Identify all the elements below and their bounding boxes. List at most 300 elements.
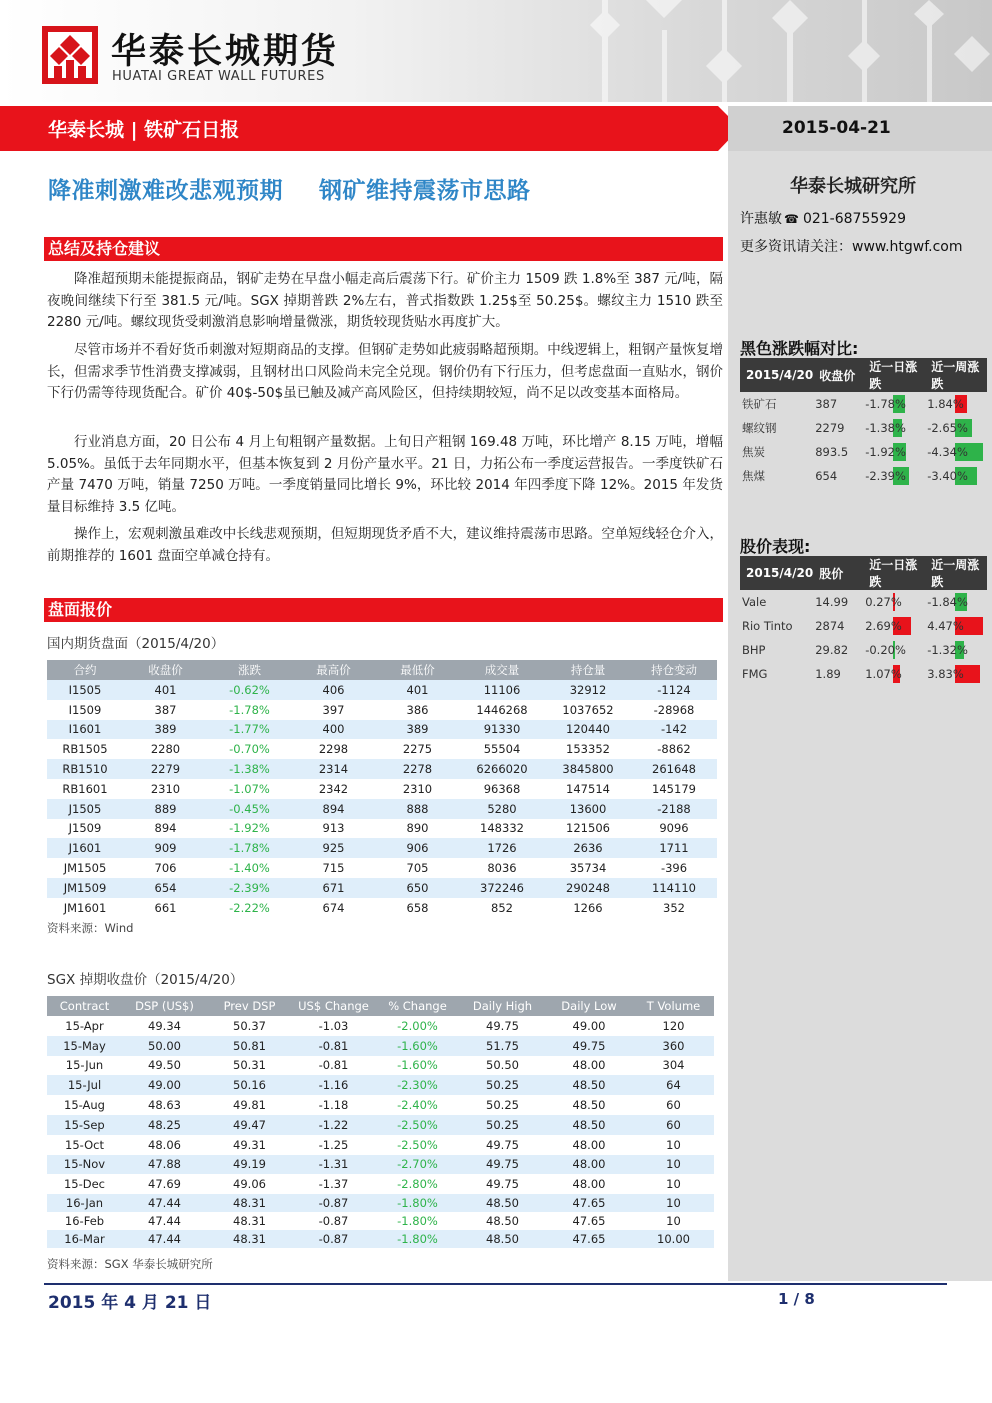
table-cell: 852	[491, 900, 513, 915]
headline-left: 降准刺激难改悲观预期	[48, 178, 283, 204]
table-row	[47, 1230, 714, 1248]
table-cell: 1711	[631, 838, 717, 858]
table-cell: -0.81	[318, 1058, 349, 1073]
week-change-value: -2.65%	[927, 421, 968, 435]
sgx-source: 资料来源：SGX 华泰长城研究所	[47, 1257, 213, 1271]
week-change-value: 1.84%	[927, 397, 964, 411]
table-row	[740, 416, 987, 440]
table-cell: 49.34	[148, 1018, 181, 1033]
stock-header-day: 近一日涨跌	[863, 556, 925, 590]
table-cell: 10	[633, 1155, 714, 1175]
table-cell: 894	[154, 821, 177, 836]
table-row	[47, 1115, 714, 1135]
table-row	[47, 779, 717, 799]
row-name: 焦煤	[742, 469, 765, 483]
table-cell: 55504	[483, 742, 521, 757]
table-cell: J1505	[47, 799, 123, 819]
table-cell: 10	[666, 1177, 681, 1192]
table-cell: RB1601	[62, 781, 108, 796]
black-header-week: 近一周涨跌	[925, 358, 987, 392]
day-change	[863, 638, 925, 662]
week-change	[925, 614, 987, 638]
table-cell: -1.16	[292, 1075, 375, 1095]
row-name: 螺纹钢	[742, 421, 777, 435]
table-cell: 401	[123, 680, 208, 700]
week-change-value: -3.40%	[927, 469, 968, 483]
row-name: BHP	[742, 643, 766, 657]
table-row	[740, 662, 987, 686]
table-cell: 913	[322, 821, 345, 836]
table-row	[740, 590, 987, 614]
table-row	[47, 1155, 714, 1175]
table-row	[740, 392, 987, 416]
table-cell: 15-Apr	[65, 1018, 104, 1033]
table-cell: 47.44	[122, 1194, 207, 1212]
institute-name: 华泰长城研究所	[790, 176, 916, 197]
table-cell: -1.60%	[375, 1036, 460, 1056]
table-row	[47, 1174, 714, 1194]
table-cell: 658	[406, 900, 429, 915]
day-change	[863, 392, 925, 416]
table-cell: 64	[633, 1075, 714, 1095]
table-cell: 50.16	[207, 1075, 292, 1095]
row-price: 2874	[815, 619, 845, 633]
table-cell: -396	[660, 861, 688, 876]
table-cell: 1037652	[562, 702, 614, 717]
row-name: Vale	[742, 595, 767, 609]
week-change-value: 3.83%	[927, 667, 964, 681]
table-row	[47, 1036, 714, 1056]
sidebar-panel	[728, 151, 992, 1281]
phone-icon: ☎	[784, 212, 799, 226]
sgx-header-usd-change: US$ Change	[292, 996, 375, 1016]
table-cell: 47.88	[122, 1155, 207, 1175]
table-cell: 11106	[459, 680, 545, 700]
table-cell: -0.87	[318, 1214, 349, 1229]
brand-name-cn: 华泰长城期货	[111, 32, 340, 72]
table-cell: 2310	[150, 781, 181, 796]
week-change	[925, 662, 987, 686]
table-cell: 6266020	[459, 759, 545, 779]
table-row	[47, 1095, 714, 1115]
table-cell: I1601	[47, 720, 123, 740]
table-cell: 2279	[123, 759, 208, 779]
table-cell: 50.81	[207, 1036, 292, 1056]
table-cell: -1.78%	[208, 838, 291, 858]
table-cell: 50.31	[233, 1058, 266, 1073]
more-info-label: 更多资讯请关注：	[740, 239, 852, 255]
table-cell: 15-Sep	[47, 1115, 122, 1135]
table-cell: 15-Aug	[64, 1098, 105, 1113]
table-cell: 15-Jun	[65, 1058, 104, 1073]
black-header-day: 近一日涨跌	[863, 358, 925, 392]
week-change	[925, 440, 987, 464]
table-cell: -1.80%	[397, 1214, 438, 1229]
table-cell: 5280	[459, 799, 545, 819]
day-change-value: 0.27%	[865, 595, 902, 609]
table-row	[47, 1194, 714, 1212]
table-cell: 706	[154, 861, 177, 876]
stock-header-price: 股价	[813, 556, 863, 590]
table-cell: -0.70%	[229, 742, 270, 757]
table-cell: 47.44	[122, 1230, 207, 1248]
table-cell: 48.50	[545, 1115, 633, 1135]
stock-table	[740, 556, 987, 686]
day-change-value: -2.39%	[865, 469, 906, 483]
table-row	[47, 799, 717, 819]
table-cell: 121506	[566, 821, 610, 836]
headline-right: 钢矿维持震荡市思路	[319, 178, 531, 204]
report-headline	[48, 172, 531, 205]
table-cell: 389	[376, 720, 459, 740]
table-cell: -1.80%	[375, 1230, 460, 1248]
summary-paragraph-3: 行业消息方面，20 日公布 4 月上旬粗钢产量数据。上旬日产粗钢 169.48 万吨，环比增产 8.15 万吨，增幅 5.05%。虽低于去年同期水平，但基本恢复到 2 月份产量水平。21 日，力拓公布一季度运营报告。一季度铁矿石产量 7470 万吨，销量 7250 万吨。一季度销量同比增长 9%，环比较 2014 年四季度下降 12%。2015 年发货量目标维持 3.5 亿吨。	[47, 434, 724, 515]
table-cell: -0.45%	[208, 799, 291, 819]
table-cell: 2298	[318, 742, 349, 757]
table-cell: -2188	[631, 799, 717, 819]
table-cell: 48.50	[572, 1098, 606, 1113]
table-cell: 352	[663, 900, 685, 915]
table-cell: -2.30%	[375, 1075, 460, 1095]
row-price: 14.99	[815, 595, 849, 609]
table-cell: -1.37	[318, 1177, 349, 1192]
table-cell: 16-Feb	[64, 1214, 105, 1229]
table-cell: 49.47	[207, 1115, 292, 1135]
sgx-header-contract: Contract	[47, 996, 122, 1016]
table-cell: 35734	[569, 861, 607, 876]
table-cell: 96368	[483, 781, 521, 796]
day-change	[863, 590, 925, 614]
table-cell: 48.63	[148, 1098, 181, 1113]
table-cell: RB1510	[47, 759, 123, 779]
week-change	[925, 638, 987, 662]
table-cell: 705	[406, 861, 429, 876]
page-header	[0, 0, 992, 102]
table-cell: 48.06	[148, 1137, 181, 1152]
table-cell: 49.31	[233, 1137, 266, 1152]
report-date: 2015-04-21	[728, 106, 992, 151]
table-row	[47, 819, 717, 839]
table-cell: 261648	[631, 759, 717, 779]
day-change	[863, 464, 925, 488]
table-cell: 91330	[459, 720, 545, 740]
table-cell: 290248	[545, 878, 631, 898]
table-cell: 49.75	[460, 1155, 545, 1175]
table-cell: 47.44	[148, 1214, 181, 1229]
table-cell: -1.40%	[229, 861, 270, 876]
table-row	[47, 898, 717, 918]
table-cell: -28968	[653, 702, 695, 717]
table-cell: 48.50	[486, 1214, 519, 1229]
table-cell: 50.25	[460, 1075, 545, 1095]
table-cell: 15-Jul	[47, 1075, 122, 1095]
table-row	[740, 614, 987, 638]
table-cell: 13600	[545, 799, 631, 819]
table-cell: 15-Oct	[65, 1137, 104, 1152]
table-cell: 2280	[150, 742, 181, 757]
row-name: 铁矿石	[742, 397, 777, 411]
quote-heading: 盘面报价	[44, 598, 723, 622]
table-cell: 49.06	[233, 1177, 266, 1192]
table-cell: 2342	[318, 781, 349, 796]
row-name: Rio Tinto	[742, 619, 793, 633]
table-row	[47, 680, 717, 700]
day-change	[863, 614, 925, 638]
more-info	[740, 236, 962, 256]
black-compare-table	[740, 358, 987, 488]
summary-paragraph-4: 操作上，宏观刺激虽难改中长线悲观预期，但短期现货矛盾不大，建议维持震荡市思路。空单短线轻仓介入，前期推荐的 1601 盘面空单减仓持有。	[47, 526, 723, 564]
table-cell: 671	[291, 878, 376, 898]
table-cell: 51.75	[460, 1036, 545, 1056]
table-cell: 50.37	[233, 1018, 266, 1033]
table-cell: -2.39%	[208, 878, 291, 898]
table-cell: 50.25	[460, 1115, 545, 1135]
table-cell: 15-Nov	[47, 1155, 122, 1175]
table-row	[47, 878, 717, 898]
table-cell: JM1509	[47, 878, 123, 898]
domestic-header-oi: 持仓量	[545, 660, 631, 680]
day-change-value: -1.92%	[865, 445, 906, 459]
table-cell: 909	[123, 838, 208, 858]
domestic-header-high: 最高价	[291, 660, 376, 680]
table-cell: RB1505	[62, 742, 108, 757]
table-cell: 145179	[652, 781, 696, 796]
domestic-header-volume: 成交量	[459, 660, 545, 680]
table-cell: -0.87	[292, 1230, 375, 1248]
table-cell: -2.70%	[375, 1155, 460, 1175]
summary-heading: 总结及持仓建议	[44, 237, 723, 261]
table-cell: 406	[291, 680, 376, 700]
table-cell: 49.75	[545, 1036, 633, 1056]
table-row	[47, 838, 717, 858]
domestic-header-oi-change: 持仓变动	[631, 660, 717, 680]
table-row	[740, 440, 987, 464]
brand-name-en: HUATAI GREAT WALL FUTURES	[112, 69, 325, 84]
day-change-value: 2.69%	[865, 619, 902, 633]
table-cell: 48.31	[233, 1214, 266, 1229]
row-price: 1.89	[815, 667, 841, 681]
week-change	[925, 590, 987, 614]
table-row	[47, 1075, 714, 1095]
table-cell: -1124	[631, 680, 717, 700]
table-cell: 2310	[402, 781, 433, 796]
table-cell: 387	[154, 702, 177, 717]
table-cell: 153352	[566, 742, 610, 757]
summary-paragraph-1: 降准超预期未能提振商品，钢矿走势在早盘小幅走高后震荡下行。矿价主力 1509 跌 1.8%至 387 元/吨，隔夜晚间继续下行至 381.5 元/吨。SGX 掉期普跌 2%左右，普式指数跌 1.25$至 50.25$。螺纹主力 1510 跌至 2280 元/吨。螺纹现货受刺激消息影响增量微涨，期货较现货贴水再度扩大。	[47, 271, 723, 330]
table-cell: 400	[291, 720, 376, 740]
summary-paragraph-2: 尽管市场并不看好货币刺激对短期商品的支撑。但钢矿走势如此疲弱略超预期。中线逻辑上，粗钢产量恢复增长，但需求季节性消费支撑减弱，且钢材出口风险尚未完全兑现。钢价仍有下行压力，但考虑盘面一直贴水，钢价下行仍需等待现货配合。矿价 40$-50$虽已触及减产高风险区，但持续期较短，尚不足以改变基本面格局。	[47, 342, 723, 401]
table-cell: 360	[633, 1036, 714, 1056]
table-cell: 48.31	[207, 1194, 292, 1212]
table-cell: JM1505	[63, 861, 107, 876]
table-cell: 888	[376, 799, 459, 819]
table-row	[47, 739, 717, 759]
sgx-header-pct-change: % Change	[375, 996, 460, 1016]
sgx-header-high: Daily High	[460, 996, 545, 1016]
table-cell: 48.50	[545, 1075, 633, 1095]
table-row	[47, 1212, 714, 1230]
table-cell: -1.07%	[229, 781, 270, 796]
page-number: 1 / 8	[778, 1290, 815, 1308]
week-change	[925, 416, 987, 440]
row-price: 893.5	[815, 445, 849, 459]
sgx-header-prev-dsp: Prev DSP	[207, 996, 292, 1016]
table-cell: 49.50	[148, 1058, 181, 1073]
table-cell: 32912	[545, 680, 631, 700]
table-cell: 10.00	[633, 1230, 714, 1248]
table-cell: -2.80%	[397, 1177, 438, 1192]
table-cell: 401	[376, 680, 459, 700]
table-cell: 47.65	[572, 1214, 606, 1229]
table-cell: -1.92%	[229, 821, 270, 836]
table-cell: 925	[291, 838, 376, 858]
table-row	[740, 464, 987, 488]
week-change-value: 4.47%	[927, 619, 964, 633]
table-cell: 48.00	[572, 1177, 606, 1192]
table-row	[47, 759, 717, 779]
table-cell: 60	[633, 1115, 714, 1135]
table-cell: 47.65	[545, 1230, 633, 1248]
table-row	[47, 720, 717, 740]
table-cell: -1.18	[318, 1098, 349, 1113]
table-cell: 16-Mar	[47, 1230, 122, 1248]
table-cell: 2636	[545, 838, 631, 858]
table-row	[740, 638, 987, 662]
table-cell: 147514	[566, 781, 610, 796]
row-price: 29.82	[815, 643, 849, 657]
table-cell: 889	[123, 799, 208, 819]
table-cell: 1726	[459, 838, 545, 858]
black-header-date: 2015/4/20	[740, 358, 813, 392]
week-change-value: -1.32%	[927, 643, 968, 657]
week-change	[925, 392, 987, 416]
week-change	[925, 464, 987, 488]
table-cell: 661	[154, 900, 177, 915]
table-cell: -142	[631, 720, 717, 740]
sgx-header-volume: T Volume	[633, 996, 714, 1016]
table-cell: 16-Jan	[47, 1194, 122, 1212]
table-cell: -2.00%	[397, 1018, 438, 1033]
table-cell: 50.00	[122, 1036, 207, 1056]
row-price: 654	[815, 469, 838, 483]
table-cell: -1.22	[292, 1115, 375, 1135]
table-cell: -1.38%	[208, 759, 291, 779]
stock-header-week: 近一周涨跌	[925, 556, 987, 590]
black-compare-heading: 黑色涨跌幅对比:	[740, 339, 859, 358]
table-cell: 10	[666, 1214, 681, 1229]
table-cell: 60	[666, 1098, 681, 1113]
table-cell: -2.40%	[397, 1098, 438, 1113]
table-row	[47, 1056, 714, 1076]
table-cell: 15-Dec	[63, 1177, 106, 1192]
row-price: 387	[815, 397, 838, 411]
sgx-caption: SGX 掉期收盘价（2015/4/20）	[47, 972, 244, 988]
table-cell: 48.00	[572, 1058, 606, 1073]
domestic-source: 资料来源：Wind	[47, 921, 134, 935]
table-cell: 49.81	[233, 1098, 266, 1113]
table-cell: 890	[406, 821, 429, 836]
table-cell: -1.03	[318, 1018, 349, 1033]
table-cell: J1509	[68, 821, 102, 836]
table-cell: 49.75	[486, 1018, 519, 1033]
table-cell: 372246	[459, 878, 545, 898]
table-cell: 48.50	[460, 1194, 545, 1212]
report-series-title: 华泰长城 | 铁矿石日报	[48, 119, 240, 141]
website-link[interactable]: www.htgwf.com	[852, 239, 963, 255]
row-name: FMG	[742, 667, 768, 681]
table-cell: 2314	[291, 759, 376, 779]
domestic-header-contract: 合约	[47, 660, 123, 680]
table-row	[47, 700, 717, 720]
table-cell: -1.77%	[208, 720, 291, 740]
table-cell: 48.00	[545, 1155, 633, 1175]
table-cell: 50.25	[486, 1098, 519, 1113]
sgx-header-dsp: DSP (US$)	[122, 996, 207, 1016]
table-cell: 148332	[480, 821, 524, 836]
table-cell: 1446268	[476, 702, 528, 717]
table-cell: 906	[376, 838, 459, 858]
table-cell: 49.00	[122, 1075, 207, 1095]
day-change-value: 1.07%	[865, 667, 902, 681]
table-cell: -1.31	[292, 1155, 375, 1175]
black-header-price: 收盘价	[813, 358, 863, 392]
analyst-phone: 021-68755929	[802, 211, 906, 227]
footer-divider	[44, 1283, 947, 1285]
table-cell: 114110	[631, 878, 717, 898]
table-cell: -1.60%	[397, 1058, 438, 1073]
table-cell: 48.31	[207, 1230, 292, 1248]
table-cell: 2275	[402, 742, 433, 757]
table-cell: 49.19	[207, 1155, 292, 1175]
table-cell: I1505	[47, 680, 123, 700]
day-change	[863, 416, 925, 440]
stock-header-date: 2015/4/20	[740, 556, 813, 590]
table-cell: -1.78%	[229, 702, 270, 717]
table-cell: -8862	[657, 742, 691, 757]
table-cell: 894	[291, 799, 376, 819]
table-cell: 48.50	[460, 1230, 545, 1248]
table-cell: 9096	[659, 821, 689, 836]
table-cell: 47.69	[148, 1177, 181, 1192]
company-logo-icon	[42, 26, 98, 84]
table-cell: JM1601	[63, 900, 107, 915]
table-cell: 389	[123, 720, 208, 740]
table-cell: -0.62%	[208, 680, 291, 700]
sgx-header-low: Daily Low	[545, 996, 633, 1016]
header-decoration-icon	[572, 0, 992, 102]
row-name: 焦炭	[742, 445, 765, 459]
table-cell: -0.81	[292, 1036, 375, 1056]
table-cell: 10	[633, 1194, 714, 1212]
table-row	[47, 1016, 714, 1036]
table-cell: 49.00	[572, 1018, 606, 1033]
table-cell: 120440	[545, 720, 631, 740]
table-cell: 397	[322, 702, 345, 717]
table-cell: -2.22%	[229, 900, 270, 915]
week-change-value: -1.84%	[927, 595, 968, 609]
domestic-header-low: 最低价	[376, 660, 459, 680]
table-cell: -2.50%	[397, 1137, 438, 1152]
table-cell: 3845800	[545, 759, 631, 779]
table-cell: J1601	[47, 838, 123, 858]
sgx-swap-table	[47, 996, 714, 1248]
table-cell: -1.25	[318, 1137, 349, 1152]
table-cell: 47.65	[545, 1194, 633, 1212]
day-change-value: -1.78%	[865, 397, 906, 411]
table-cell: -2.50%	[375, 1115, 460, 1135]
row-price: 2279	[815, 421, 845, 435]
table-cell: 120	[662, 1018, 685, 1033]
